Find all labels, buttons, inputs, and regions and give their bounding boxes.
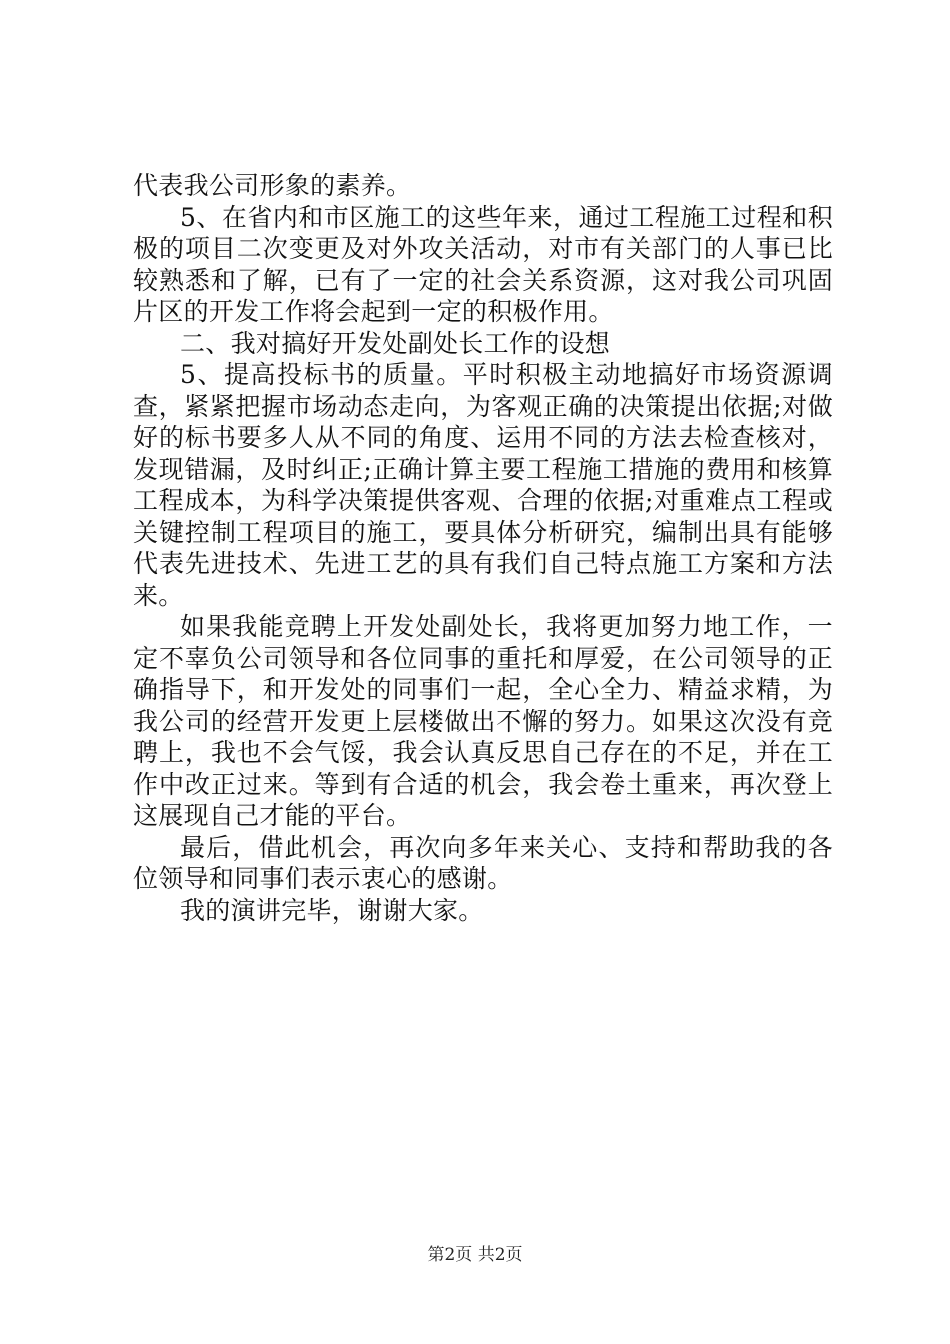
paragraph-point-5-bidding: 5、提高投标书的质量。平时积极主动地搞好市场资源调查，紧紧把握市场动态走向，为客观正确的决策提出依据;对做好的标书要多人从不同的角度、运用不同的方法去检查核对，发现错漏，及时纠正;正确计算主要工程施工措施的费用和核算工程成本，为科学决策提供客观、合理的依据;对重难点工程或关键控制工程项目的施工，要具体分析研究，编制出具有能够代表先进技术、先进工艺的具有我们自己特点施工方案和方法来。 bbox=[133, 360, 833, 610]
paragraph-closing: 我的演讲完毕，谢谢大家。 bbox=[180, 895, 484, 925]
paragraph-point-5-resources: 5、在省内和市区施工的这些年来，通过工程施工过程和积极的项目二次变更及对外攻关活动，对市有关部门的人事已比较熟悉和了解，已有了一定的社会关系资源，这对我公司巩固片区的开发工作将会起到一定的积极作用。 bbox=[133, 202, 833, 326]
section-heading-plan: 二、我对搞好开发处副处长工作的设想 bbox=[180, 328, 611, 358]
page-number-footer: 第2页 共2页 bbox=[427, 1245, 523, 1265]
document-body bbox=[133, 170, 833, 926]
paragraph-thanks: 最后，借此机会，再次向多年来关心、支持和帮助我的各位领导和同事们表示衷心的感谢。 bbox=[133, 832, 833, 893]
paragraph-continuation: 代表我公司形象的素养。 bbox=[133, 171, 412, 200]
paragraph-commitment: 如果我能竞聘上开发处副处长，我将更加努力地工作，一定不辜负公司领导和各位同事的重托和厚爱，在公司领导的正确指导下，和开发处的同事们一起，全心全力、精益求精，为我公司的经营开发更上层楼做出不懈的努力。如果这次没有竞聘上，我也不会气馁，我会认真反思自己存在的不足，并在工作中改正过来。等到有合适的机会，我会卷土重来，再次登上这展现自己才能的平台。 bbox=[133, 612, 833, 830]
